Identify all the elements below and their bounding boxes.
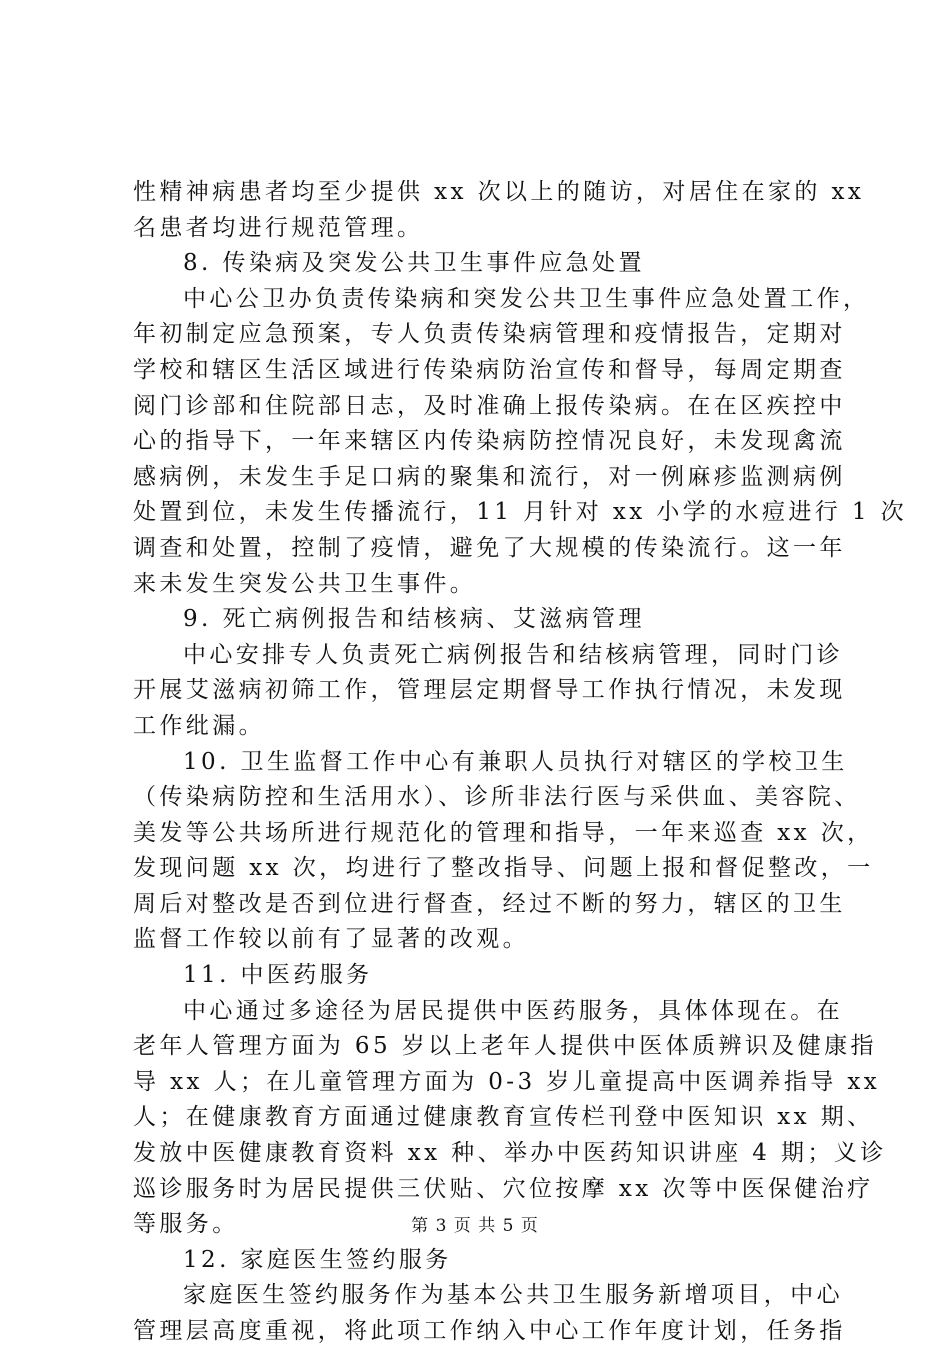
paragraph-line-indented: 中心公卫办负责传染病和突发公共卫生事件应急处置工作，: [183, 285, 870, 312]
paragraph-line: 学校和辖区生活区域进行传染病防治宣传和督导，每周定期查: [133, 356, 846, 383]
paragraph-line: 发放中医健康教育资料 xx 种、举办中医药知识讲座 4 期；义诊: [133, 1140, 887, 1167]
paragraph-line: 管理层高度重视，将此项工作纳入中心工作年度计划，任务指: [133, 1318, 846, 1344]
paragraph-line-indented: 中心安排专人负责死亡病例报告和结核病管理，同时门诊: [183, 641, 843, 668]
paragraph-line: 美发等公共场所进行规范化的管理和指导，一年来巡查 xx 次，: [133, 819, 874, 846]
paragraph-line: 人；在健康教育方面通过健康教育宣传栏刊登中医知识 xx 期、: [133, 1104, 874, 1131]
paragraph-line: 调查和处置，控制了疫情，避免了大规模的传染流行。这一年: [133, 534, 846, 561]
paragraph-line: 性精神病患者均至少提供 xx 次以上的随访，对居住在家的 xx: [133, 179, 865, 205]
paragraph-line: 老年人管理方面为 65 岁以上老年人提供中医体质辨识及健康指: [133, 1033, 877, 1060]
paragraph-line: 年初制定应急预案，专人负责传染病管理和疫情报告，定期对: [133, 321, 846, 348]
paragraph-line-indented: 9. 死亡病例报告和结核病、艾滋病管理: [183, 606, 645, 633]
paragraph-line-indented: 家庭医生签约服务作为基本公共卫生服务新增项目，中心: [183, 1282, 843, 1309]
paragraph-line: 处置到位，未发生传播流行，11 月针对 xx 小学的水痘进行 1 次: [133, 499, 907, 526]
paragraph-line-indented: 12. 家庭医生签约服务: [183, 1246, 452, 1273]
paragraph-line: 名患者均进行规范管理。: [133, 214, 424, 241]
page-footer: 第 3 页 共 5 页: [411, 1216, 539, 1236]
paragraph-line: 监督工作较以前有了显著的改观。: [133, 926, 529, 953]
paragraph-line-indented: 10. 卫生监督工作中心有兼职人员执行对辖区的学校卫生: [183, 748, 848, 775]
paragraph-line: 心的指导下，一年来辖区内传染病防控情况良好，未发现禽流: [133, 428, 846, 455]
paragraph-line: 周后对整改是否到位进行督查，经过不断的努力，辖区的卫生: [133, 890, 846, 917]
paragraph-line: （传染病防控和生活用水）、诊所非法行医与采供血、美容院、: [133, 784, 861, 811]
paragraph-line-indented: 11. 中医药服务: [183, 962, 373, 989]
paragraph-line: 巡诊服务时为居民提供三伏贴、穴位按摩 xx 次等中医保健治疗: [133, 1175, 874, 1202]
paragraph-line: 等服务。: [133, 1211, 239, 1238]
paragraph-line: 工作纰漏。: [133, 712, 265, 739]
paragraph-line: 导 xx 人；在儿童管理方面为 0-3 岁儿童提高中医调养指导 xx: [133, 1068, 881, 1095]
paragraph-line-indented: 中心通过多途径为居民提供中医药服务，具体体现在。在: [183, 997, 843, 1024]
paragraph-line: 开展艾滋病初筛工作，管理层定期督导工作执行情况，未发现: [133, 677, 846, 704]
paragraph-line: 来未发生突发公共卫生事件。: [133, 570, 477, 597]
paragraph-line: 阅门诊部和住院部日志，及时准确上报传染病。在在区疾控中: [133, 392, 846, 419]
paragraph-line: 发现问题 xx 次，均进行了整改指导、问题上报和督促整改，一: [133, 855, 874, 882]
paragraph-line-indented: 8. 传染病及突发公共卫生事件应急处置: [183, 250, 645, 277]
body-text: [133, 175, 907, 1350]
paragraph-line: 感病例，未发生手足口病的聚集和流行，对一例麻疹监测病例: [133, 463, 846, 490]
